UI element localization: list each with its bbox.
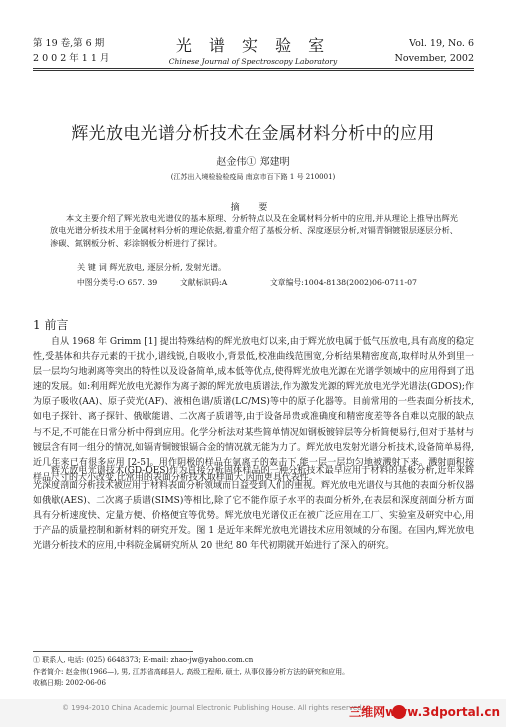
header-rule [33, 68, 474, 69]
volume-issue-cn: 第 19 卷,第 6 期 [33, 38, 105, 49]
volume-issue-en: Vol. 19, No. 6 [409, 38, 474, 49]
footnote-received: 收稿日期: 2002-06-06 [33, 679, 106, 687]
affiliation: (江苏出入境检验检疫局 南京市百下路 1 号 210001) [170, 173, 336, 181]
copyright-notice: © 1994-2010 China Academic Journal Electronic Publishing House. All rights reserved. [62, 704, 364, 712]
date-en: November, 2002 [394, 53, 474, 64]
clc-number: 中图分类号:O 657. 39 [77, 278, 158, 287]
footnote-contact: ① 联系人, 电话: (025) 6648373; E-mail: zhao-jw@yahoo.com.cn [33, 656, 254, 664]
footnote-rule [33, 651, 193, 652]
footnote-author-bio: 作者简介: 赵金伟(1966—), 男, 江苏省高邮县人, 高级工程师, 硕士, 从事仪器分析方法的研究和应用。 [33, 667, 350, 676]
journal-title-en: Chinese Journal of Spectroscopy Laboratory [168, 57, 338, 66]
journal-title-cn: 光 谱 实 验 室 [175, 36, 331, 55]
abstract-text: 本文主要介绍了辉光放电光谱仪的基本原理、分析特点以及在金属材料分析中的应用,并从理论上推导出辉光放电光谱分析技术用于金属材料分析的理论依据,着重介绍了基板分析、深度逐层分析,对镉青铜镀银层逐层分析、渗碳、氮钢板分析、彩涂钢板分析进行了探讨。 [50, 213, 458, 248]
site-watermark: 三维网www.3dportal.cn [349, 705, 500, 719]
body-paragraph-1: 自从 1968 年 Grimm [1] 提出特殊结构的辉光放电灯以来,由于辉光放电属于低气压放电,具有高度的稳定性,受基体和共存元素的干扰小,谱线锐,自吸收小,背景低,校准曲线范围宽,分析结果精密度高,取样时从外到里一层一层均匀地剥离等突出的特性以及设备简单,成本低等优点,使得辉光放电光源在光谱学领域中的应用得到了迅速的发展。如:利用辉光放电光源作为离子源的辉光放电质谱法,作为激发光源的辉光放电光学光谱法(GDOS);作为原子吸收(AA)、原子荧光(AF)、液相色谱/质谱(LC/MS)等中的原子化器等。目前常用的一些表面分析技术,如电子探针、离子探针、俄歇能谱、二次离子质谱等,由于设备昂贵或准确度和精密度差等各自难以克服的缺点与不足,不可能在日常分析中得到应用。化学分析法对某些简单情况如钢板镀锌层等分析简便易行,但对于基材与镀层含有同一组分的情况,如镉青铜镀银镉合金的情况就无能为力了。辉光放电发射光谱分析技术,设备简单易得,近几年来已有很多应用 [2-5]。用作阴极的样品在氩离子的轰击下,能一层一层均匀地被溅射下来。溅射面积按样品尺寸的大小改变,比常用的表面分析技术取样面大,因而更具代表性。 [33, 337, 474, 483]
header-right [395, 36, 474, 66]
date-cn: 2 0 0 2 年 1 1 月 [33, 53, 110, 64]
header-rule-thin [33, 70, 474, 71]
section-heading: 1 前言 [33, 318, 69, 332]
body-paragraph-2: 辉光放电光谱技术(GD-OES)作为直接分析固体样品的一种分析技术最早应用于材料的基板分析,近年来辉光深度剖面分析技术被应用于材料表面分析领域而日益受到人们的重视。辉光放电光谱仪与其他的表面分析仪器如俄歇(AES)、二次离子质谱(SIMS)等相比,除了它不能作原子水平的表面分析外,在表层和深度剖面分析方面具有分析速度快、定量方便、价格便宜等优势。辉光放电光谱仪正在被广泛应用在工厂、实验室及研究中心,用于产品的质量控制和新材料的研究开发。图 1 是近年来辉光放电光谱技术应用领域的分布图。在国内,辉光放电光谱分析技术的应用,中科院金属研究所从 20 世纪 80 年代初期就开始进行了深入的研究。 [33, 466, 475, 552]
document-code: 文献标识码:A [180, 278, 228, 287]
abstract-heading: 摘 要 [230, 203, 276, 213]
article-title: 辉光放电光谱分析技术在金属材料分析中的应用 [71, 124, 435, 144]
authors: 赵金伟① 郑建明 [216, 157, 290, 168]
article-number: 文章编号:1004-8138(2002)06-0711-07 [270, 278, 418, 287]
header-left [33, 36, 109, 66]
keywords: 关 键 词 辉光放电, 逐层分析, 发射光谱。 [77, 262, 227, 272]
footnotes [33, 655, 474, 690]
journal-masthead [150, 33, 356, 66]
